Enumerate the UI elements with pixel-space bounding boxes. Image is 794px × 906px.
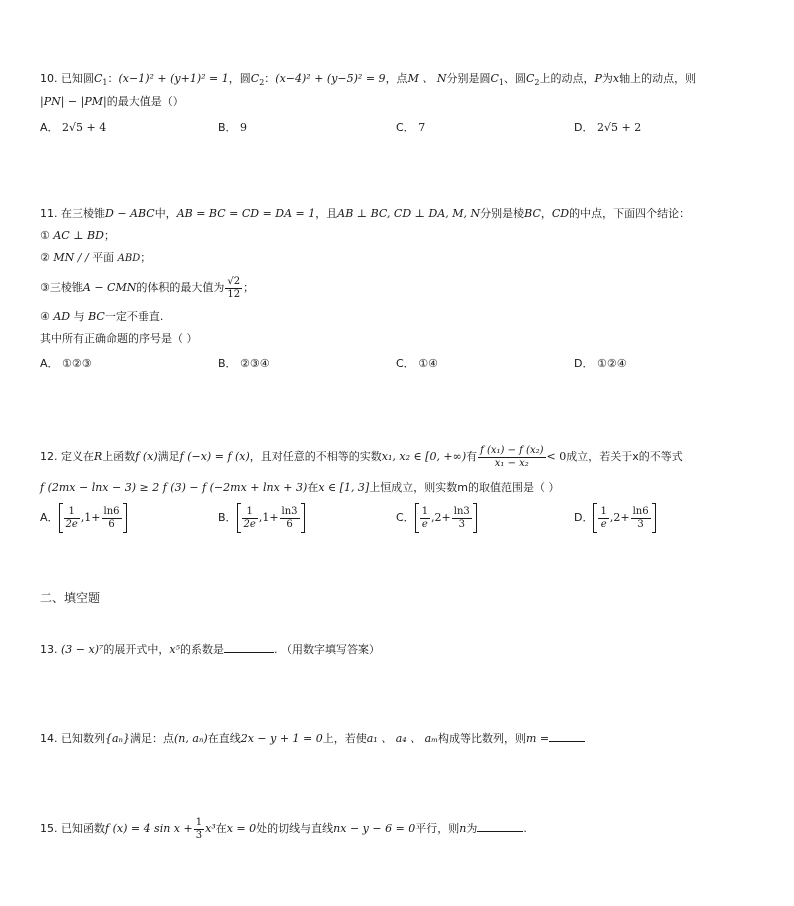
q10-option-b[interactable]: B． 9 xyxy=(218,121,248,134)
q15-number: 15. xyxy=(40,822,58,835)
q11-volume-fraction: $\frac{√2}{12}$ xyxy=(227,275,241,300)
q11-option-c[interactable]: C． ①④ xyxy=(396,357,438,370)
q10-abs-expression: |PN| − |PM| xyxy=(40,95,107,108)
q12-option-d[interactable]: D． $\frac{1}{e}$ ,2+ $\frac{\ln 6}{3}$ xyxy=(574,501,656,535)
q10-option-a[interactable]: A． 2√5 + 4 xyxy=(40,121,107,134)
q11-statement-3: ③三棱锥A − CMN的体积的最大值为 $\frac{√2}{12}$ ； xyxy=(40,275,255,300)
q15-answer-blank[interactable] xyxy=(477,820,523,832)
q15-one-third-fraction: $\frac{1}{3}$ xyxy=(195,816,203,841)
q12-stem-line2: f (2mx − lnx − 3) ≥ 2 f (3) − f (−2mx + lnx + 3)在x ∈ [1, 3]上恒成立，则实数m的取值范围是（ ） xyxy=(40,481,560,494)
q12-option-a[interactable]: A． $\frac{1}{2e}$ ,1+ $\frac{\ln 6}{6}$ xyxy=(40,501,127,535)
q11-question: 其中所有正确命题的序号是（ ） xyxy=(40,332,198,345)
q12-stem-line1: 12. 定义在R上函数f (x)满足f (−x) = f (x)，且对任意的不相等的实数x₁, x₂ ∈ [0, +∞)有 $\frac{\text{f (x₁) − f (x₂)}}{\text{x₁ − x₂}}$ < 0成立，若关于x的不等式 xyxy=(40,444,683,469)
q12-option-b[interactable]: B． $\frac{1}{2e}$ ,1+ $\frac{\ln 3}{6}$ xyxy=(218,501,305,535)
q10-number: 10. xyxy=(40,72,58,85)
q10-circle2-eq: (x−4)² + (y−5)² = 9 xyxy=(275,72,386,85)
q13-answer-blank[interactable] xyxy=(224,641,274,653)
q13-number: 13. xyxy=(40,643,58,656)
q11-statement-2: ② MN / / 平面 ABD； xyxy=(40,251,152,264)
q12-number: 12. xyxy=(40,450,58,463)
q10-option-d[interactable]: D． 2√5 + 2 xyxy=(574,121,642,134)
q11-option-a[interactable]: A． ①②③ xyxy=(40,357,92,370)
q11-option-d[interactable]: D． ①②④ xyxy=(574,357,627,370)
q11-statement-4: ④ AD 与 BC一定不垂直. xyxy=(40,310,164,323)
q14-answer-blank[interactable] xyxy=(549,730,585,742)
q10-stem-line2: |PN| − |PM|的最大值是（） xyxy=(40,95,184,108)
q10-stem-line1: 10. 已知圆$C_1$：(x−1)² + (y+1)² = 1，圆$C_2$：(x−4)² + (y−5)² = 9，点M 、 N分别是圆$C_1$、圆$C_2$上的动点，P为x轴上的动点，则 xyxy=(40,72,697,88)
q11-number: 11. xyxy=(40,207,58,220)
q12-option-c[interactable]: C． $\frac{1}{e}$ ,2+ $\frac{\ln 3}{3}$ xyxy=(396,501,477,535)
q11-stem: 11. 在三棱锥D − ABC中，AB = BC = CD = DA = 1，且AB ⊥ BC, CD ⊥ DA, M, N分别是棱BC，CD的中点，下面四个结论： xyxy=(40,207,691,220)
q11-option-b[interactable]: B． ②③④ xyxy=(218,357,270,370)
q10-circle1-eq: (x−1)² + (y+1)² = 1 xyxy=(118,72,229,85)
q11-statement-1: ① AC ⊥ BD； xyxy=(40,229,115,242)
section-title-fill-in: 二、填空题 xyxy=(40,591,101,605)
q13-stem: 13. (3 − x)⁷的展开式中，x⁵的系数是 . （用数字填写答案） xyxy=(40,643,381,656)
q10-option-c[interactable]: C． 7 xyxy=(396,121,426,134)
q14-stem: 14. 已知数列{aₙ}满足：点(n, aₙ)在直线2x − y + 1 = 0上，若使a₁ 、 a₄ 、 aₘ构成等比数列，则m = xyxy=(40,730,585,747)
q12-difference-quotient: $\frac{\text{f (x₁) − f (x₂)}}{\text{x₁ − x₂}}$ xyxy=(480,444,544,469)
q15-stem: 15. 已知函数f (x) = 4 sin x + $\frac{1}{3}$ x³在x = 0处的切线与直线nx − y − 6 = 0平行，则n为 . xyxy=(40,816,527,841)
q14-number: 14. xyxy=(40,732,58,745)
